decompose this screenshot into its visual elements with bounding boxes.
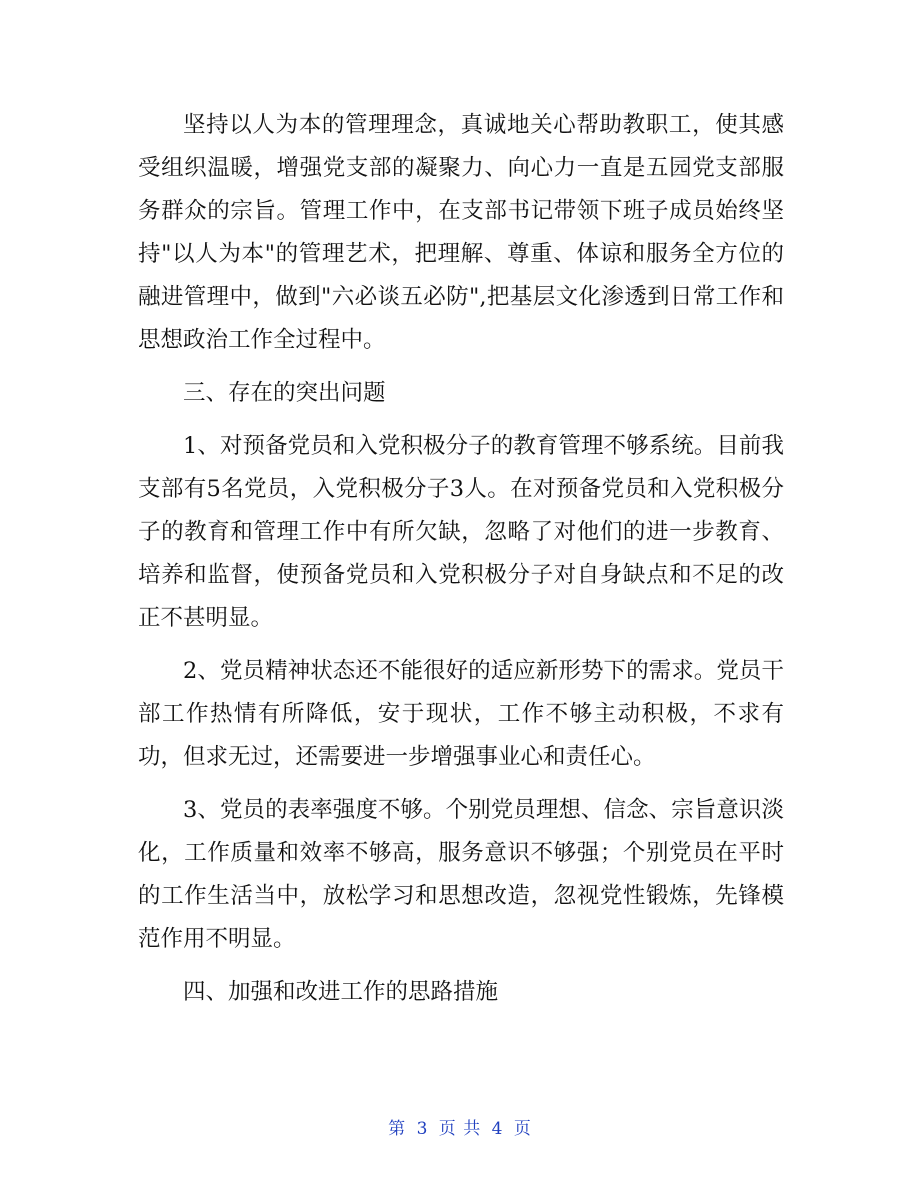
footer-current-page: 3 xyxy=(416,1119,429,1139)
paragraph-problem-2: 2、党员精神状态还不能很好的适应新形势下的需求。党员干部工作热情有所降低，安于现状，工作不够主动积极，不求有功，但求无过，还需要进一步增强事业心和责任心。 xyxy=(138,658,784,770)
footer-total-pages: 4 xyxy=(491,1119,504,1139)
footer-prefix: 第 xyxy=(388,1119,407,1139)
footer-suffix: 页 xyxy=(513,1119,532,1139)
paragraph-problem-3: 3、党员的表率强度不够。个别党员理想、信念、宗旨意识淡化，工作质量和效率不够高，服务意识不够强；个别党员在平时的工作生活当中，放松学习和思想改造，忽视党性锻炼，先锋模范作用不明显。 xyxy=(138,797,784,952)
page-number-footer xyxy=(0,1114,920,1139)
footer-middle: 页 共 xyxy=(438,1119,482,1139)
section-heading-measures: 四、加强和改进工作的思路措施 xyxy=(183,979,499,1005)
document-body xyxy=(138,104,784,1024)
paragraph-management-philosophy: 坚持以人为本的管理理念，真诚地关心帮助教职工，使其感受组织温暖，增强党支部的凝聚力、向心力一直是五园党支部服务群众的宗旨。管理工作中，在支部书记带领下班子成员始终坚持"以人为本"的管理艺术，把理解、尊重、体谅和服务全方位的融进管理中，做到"六必谈五必防",把基层文化渗透到日常工作和思想政治工作全过程中。 xyxy=(138,112,784,353)
paragraph-problem-1: 1、对预备党员和入党积极分子的教育管理不够系统。目前我支部有5名党员，入党积极分子3人。在对预备党员和入党积极分子的教育和管理工作中有所欠缺，忽略了对他们的进一步教育、培养和监督，使预备党员和入党积极分子对自身缺点和不足的改正不甚明显。 xyxy=(138,433,784,631)
section-heading-problems: 三、存在的突出问题 xyxy=(183,380,386,406)
